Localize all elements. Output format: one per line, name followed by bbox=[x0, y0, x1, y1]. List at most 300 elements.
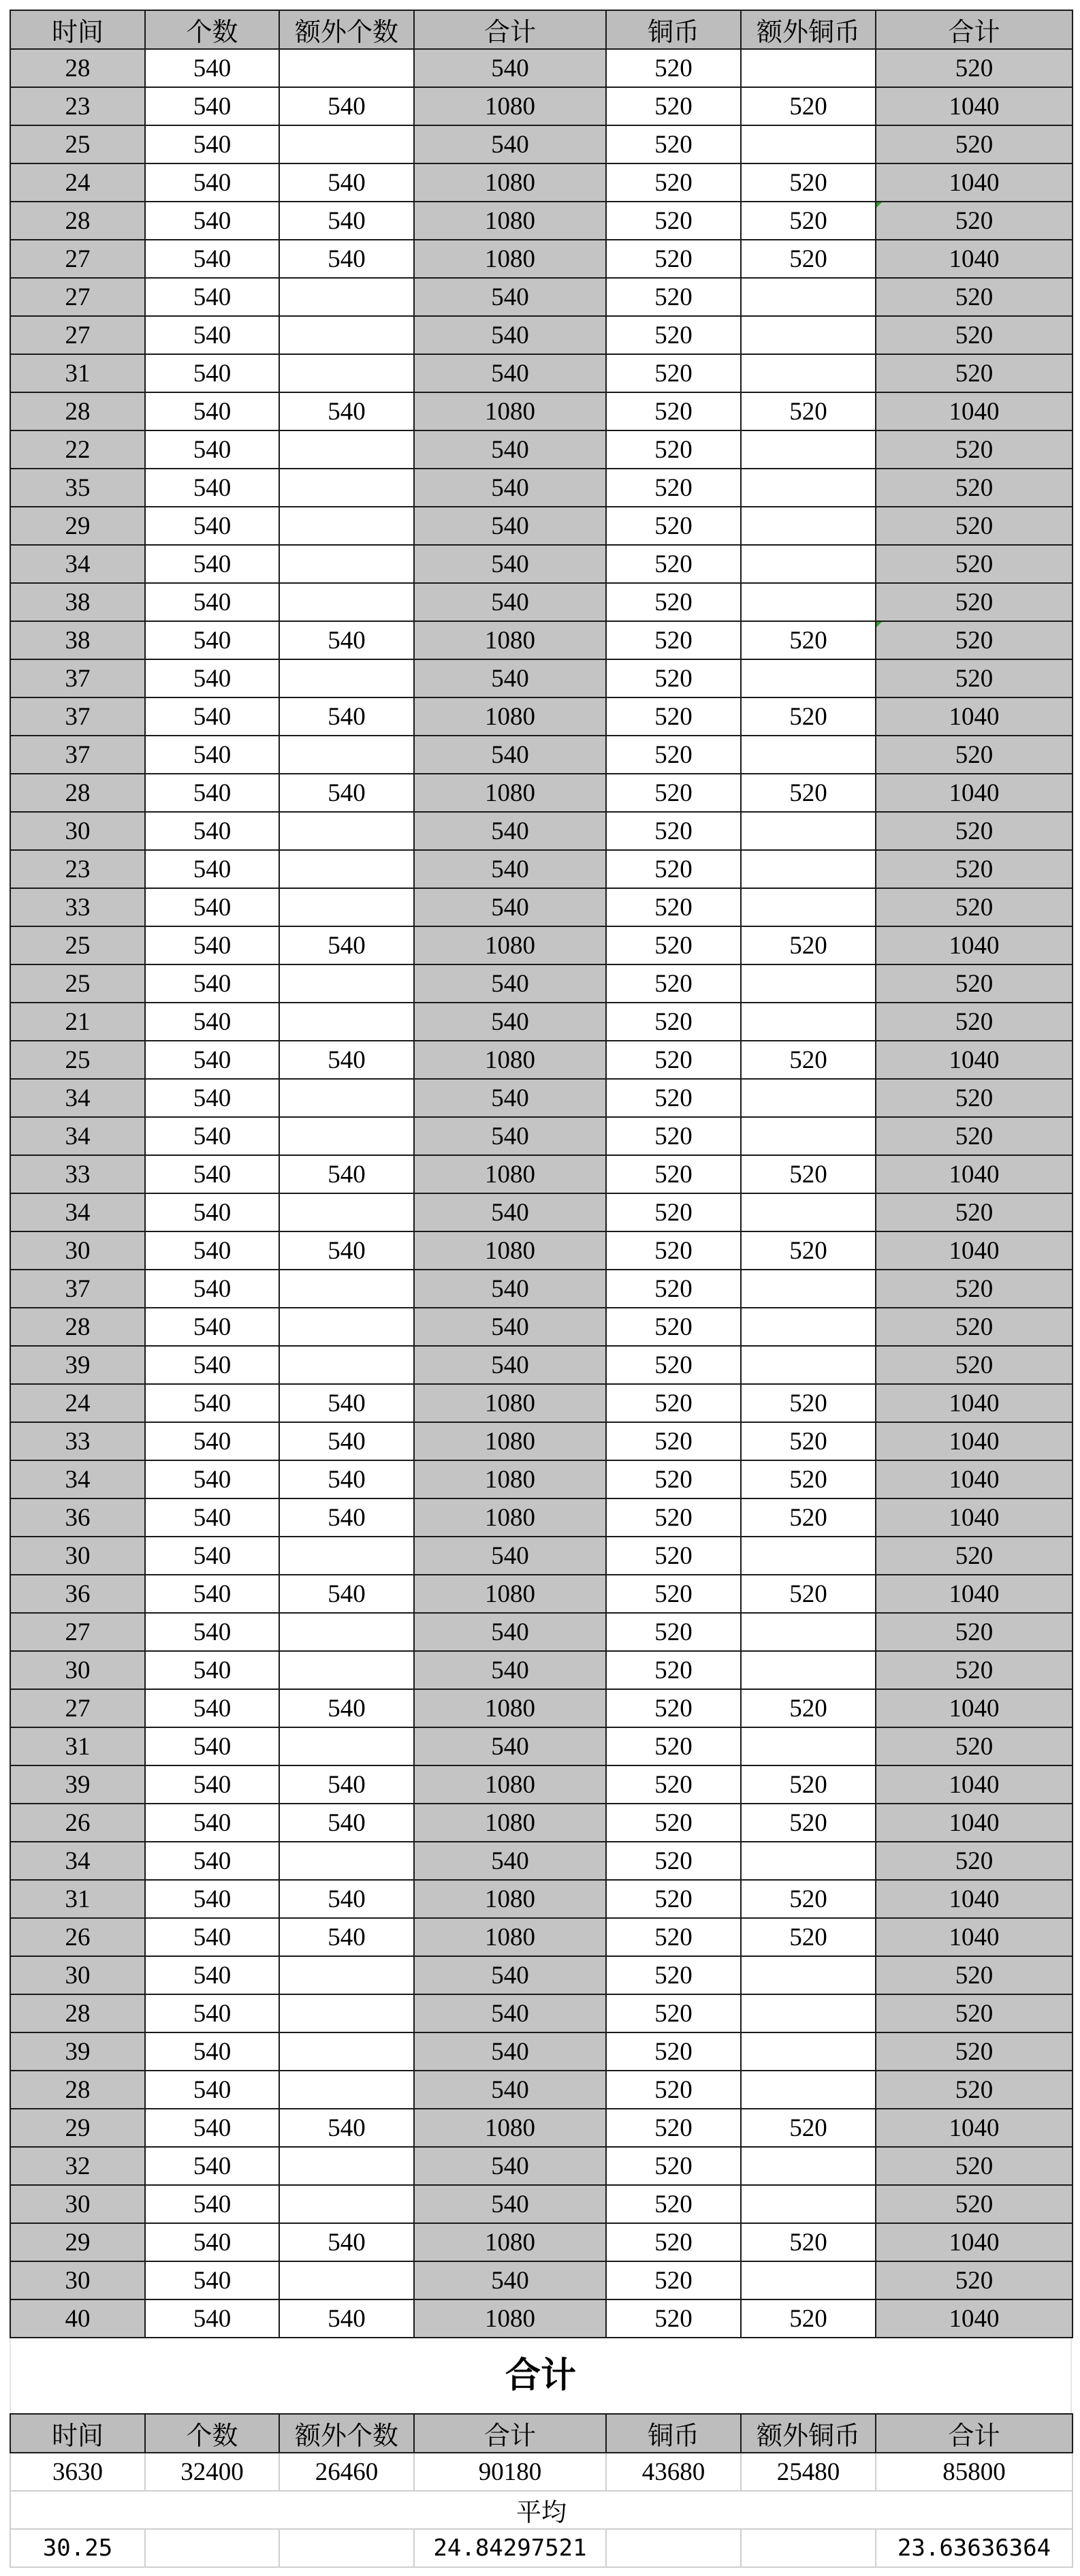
cell: 520 bbox=[741, 392, 876, 430]
cell: 520 bbox=[876, 1727, 1073, 1765]
cell: 520 bbox=[876, 583, 1073, 621]
cell: 38 bbox=[10, 621, 145, 659]
table-row bbox=[10, 1994, 1073, 2032]
cell bbox=[279, 507, 414, 545]
average-empty-cell bbox=[606, 2529, 741, 2567]
cell: 1040 bbox=[876, 392, 1073, 430]
average-empty-cell bbox=[145, 2529, 279, 2567]
table-row bbox=[10, 163, 1073, 202]
cell: 520 bbox=[741, 1689, 876, 1727]
cell: 1040 bbox=[876, 1384, 1073, 1422]
cell: 540 bbox=[145, 87, 279, 125]
cell: 28 bbox=[10, 2071, 145, 2109]
cell: 520 bbox=[606, 2032, 741, 2071]
cell: 1080 bbox=[414, 926, 606, 964]
cell: 540 bbox=[279, 87, 414, 125]
cell: 520 bbox=[876, 316, 1073, 354]
cell: 520 bbox=[606, 1842, 741, 1880]
table-row bbox=[10, 1460, 1073, 1498]
cell bbox=[741, 1346, 876, 1384]
cell: 540 bbox=[145, 469, 279, 507]
cell: 540 bbox=[414, 1079, 606, 1117]
cell: 540 bbox=[145, 2223, 279, 2261]
cell: 34 bbox=[10, 1193, 145, 1231]
cell: 540 bbox=[145, 2185, 279, 2223]
cell: 540 bbox=[145, 1727, 279, 1765]
cell: 520 bbox=[606, 202, 741, 240]
table-row bbox=[10, 2109, 1073, 2147]
summary-header-col-2: 额外个数 bbox=[279, 2414, 414, 2453]
cell: 540 bbox=[414, 1651, 606, 1689]
cell: 30 bbox=[10, 1231, 145, 1270]
total-cell: 43680 bbox=[606, 2453, 741, 2491]
cell: 1040 bbox=[876, 1231, 1073, 1270]
cell bbox=[741, 2185, 876, 2223]
cell: 540 bbox=[279, 2109, 414, 2147]
average-time: 30.25 bbox=[10, 2529, 145, 2567]
cell: 540 bbox=[145, 1308, 279, 1346]
cell: 540 bbox=[414, 49, 606, 87]
cell: 540 bbox=[145, 697, 279, 736]
cell: 520 bbox=[606, 1079, 741, 1117]
cell bbox=[741, 316, 876, 354]
cell: 33 bbox=[10, 1155, 145, 1193]
cell: 520 bbox=[741, 621, 876, 659]
cell: 25 bbox=[10, 125, 145, 163]
cell: 540 bbox=[145, 1155, 279, 1193]
cell bbox=[741, 888, 876, 926]
cell: 520 bbox=[606, 659, 741, 697]
cell: 540 bbox=[414, 583, 606, 621]
cell: 520 bbox=[876, 659, 1073, 697]
cell: 540 bbox=[145, 659, 279, 697]
cell: 520 bbox=[606, 316, 741, 354]
cell: 520 bbox=[876, 545, 1073, 583]
cell: 1040 bbox=[876, 1918, 1073, 1956]
table-row bbox=[10, 2147, 1073, 2185]
table-row bbox=[10, 316, 1073, 354]
cell: 28 bbox=[10, 1308, 145, 1346]
cell: 540 bbox=[414, 1613, 606, 1651]
cell bbox=[279, 125, 414, 163]
cell: 520 bbox=[876, 1193, 1073, 1231]
cell: 1040 bbox=[876, 926, 1073, 964]
average-values-row bbox=[10, 2529, 1073, 2567]
cell: 540 bbox=[145, 545, 279, 583]
cell: 540 bbox=[145, 202, 279, 240]
cell bbox=[279, 2147, 414, 2185]
cell: 520 bbox=[876, 850, 1073, 888]
table-row bbox=[10, 202, 1073, 240]
cell: 34 bbox=[10, 545, 145, 583]
cell: 1080 bbox=[414, 1384, 606, 1422]
cell bbox=[279, 1727, 414, 1765]
cell: 540 bbox=[414, 1842, 606, 1880]
cell: 25 bbox=[10, 964, 145, 1003]
cell: 1040 bbox=[876, 2223, 1073, 2261]
table-row bbox=[10, 1537, 1073, 1575]
cell: 1080 bbox=[414, 1460, 606, 1498]
cell: 540 bbox=[279, 1765, 414, 1804]
cell bbox=[279, 49, 414, 87]
cell: 540 bbox=[145, 354, 279, 392]
table-row bbox=[10, 2032, 1073, 2071]
cell bbox=[279, 1537, 414, 1575]
cell: 540 bbox=[145, 774, 279, 812]
table-row bbox=[10, 1308, 1073, 1346]
cell: 1080 bbox=[414, 1422, 606, 1460]
cell: 520 bbox=[606, 1727, 741, 1765]
cell: 540 bbox=[145, 1613, 279, 1651]
cell bbox=[279, 316, 414, 354]
cell bbox=[741, 125, 876, 163]
cell: 520 bbox=[606, 2261, 741, 2299]
cell: 540 bbox=[145, 125, 279, 163]
cell: 520 bbox=[606, 736, 741, 774]
table-row bbox=[10, 621, 1073, 659]
summary-header-col-3: 合计 bbox=[414, 2414, 606, 2453]
cell: 23 bbox=[10, 850, 145, 888]
cell: 520 bbox=[606, 1460, 741, 1498]
table-row bbox=[10, 125, 1073, 163]
cell bbox=[279, 2261, 414, 2299]
cell: 540 bbox=[414, 507, 606, 545]
cell bbox=[279, 1079, 414, 1117]
cell: 540 bbox=[145, 1460, 279, 1498]
cell: 520 bbox=[606, 1689, 741, 1727]
cell: 1080 bbox=[414, 1498, 606, 1537]
cell: 520 bbox=[741, 1422, 876, 1460]
cell bbox=[741, 545, 876, 583]
cell: 1080 bbox=[414, 87, 606, 125]
table-row bbox=[10, 850, 1073, 888]
cell: 30 bbox=[10, 1956, 145, 1994]
cell: 520 bbox=[606, 507, 741, 545]
cell: 540 bbox=[279, 1880, 414, 1918]
cell: 36 bbox=[10, 1575, 145, 1613]
cell: 540 bbox=[414, 2261, 606, 2299]
cell bbox=[279, 2032, 414, 2071]
cell: 540 bbox=[145, 621, 279, 659]
cell bbox=[741, 507, 876, 545]
cell: 520 bbox=[876, 621, 1073, 659]
cell: 1040 bbox=[876, 2109, 1073, 2147]
cell: 540 bbox=[279, 2299, 414, 2338]
cell: 540 bbox=[145, 430, 279, 469]
cell: 38 bbox=[10, 583, 145, 621]
cell: 520 bbox=[606, 1651, 741, 1689]
cell: 28 bbox=[10, 392, 145, 430]
cell: 540 bbox=[145, 1193, 279, 1231]
header-row bbox=[10, 10, 1073, 49]
cell: 1080 bbox=[414, 774, 606, 812]
cell: 540 bbox=[279, 621, 414, 659]
cell: 23 bbox=[10, 87, 145, 125]
cell: 520 bbox=[876, 1956, 1073, 1994]
cell: 520 bbox=[876, 49, 1073, 87]
cell: 540 bbox=[145, 1384, 279, 1422]
cell bbox=[741, 1842, 876, 1880]
cell bbox=[741, 2261, 876, 2299]
cell: 540 bbox=[414, 1117, 606, 1155]
cell: 520 bbox=[741, 1460, 876, 1498]
cell: 520 bbox=[741, 774, 876, 812]
cell: 520 bbox=[876, 507, 1073, 545]
cell bbox=[279, 1003, 414, 1041]
cell: 540 bbox=[145, 2109, 279, 2147]
table-row bbox=[10, 1918, 1073, 1956]
cell: 520 bbox=[606, 1384, 741, 1422]
cell: 540 bbox=[414, 1537, 606, 1575]
cell: 520 bbox=[606, 430, 741, 469]
table-row bbox=[10, 1231, 1073, 1270]
cell: 520 bbox=[876, 2071, 1073, 2109]
cell: 540 bbox=[145, 1041, 279, 1079]
cell: 520 bbox=[876, 1079, 1073, 1117]
cell: 520 bbox=[606, 354, 741, 392]
cell: 40 bbox=[10, 2299, 145, 2338]
cell bbox=[741, 2147, 876, 2185]
table-row bbox=[10, 1346, 1073, 1384]
cell: 28 bbox=[10, 1994, 145, 2032]
cell: 520 bbox=[606, 240, 741, 278]
cell: 520 bbox=[606, 278, 741, 316]
cell: 27 bbox=[10, 240, 145, 278]
cell: 1080 bbox=[414, 163, 606, 202]
cell: 540 bbox=[145, 1575, 279, 1613]
cell: 22 bbox=[10, 430, 145, 469]
cell: 520 bbox=[741, 2109, 876, 2147]
table-row bbox=[10, 49, 1073, 87]
cell bbox=[279, 1842, 414, 1880]
table-row bbox=[10, 1651, 1073, 1689]
cell: 540 bbox=[145, 926, 279, 964]
cell: 520 bbox=[876, 278, 1073, 316]
cell bbox=[741, 469, 876, 507]
table-row bbox=[10, 1193, 1073, 1231]
summary-header-col-6: 合计 bbox=[876, 2414, 1073, 2453]
cell: 34 bbox=[10, 1117, 145, 1155]
cell: 540 bbox=[145, 278, 279, 316]
cell: 520 bbox=[606, 87, 741, 125]
cell: 540 bbox=[414, 2032, 606, 2071]
cell: 540 bbox=[145, 2261, 279, 2299]
cell: 520 bbox=[876, 125, 1073, 163]
cell: 540 bbox=[145, 1003, 279, 1041]
cell: 37 bbox=[10, 1270, 145, 1308]
table-row bbox=[10, 278, 1073, 316]
cell: 1040 bbox=[876, 1155, 1073, 1193]
cell: 37 bbox=[10, 659, 145, 697]
cell: 34 bbox=[10, 1842, 145, 1880]
header-col-0: 时间 bbox=[10, 10, 145, 49]
cell bbox=[741, 964, 876, 1003]
table-row bbox=[10, 812, 1073, 850]
cell: 540 bbox=[279, 697, 414, 736]
cell: 32 bbox=[10, 2147, 145, 2185]
summary-header-col-1: 个数 bbox=[145, 2414, 279, 2453]
cell: 540 bbox=[414, 1003, 606, 1041]
cell: 520 bbox=[606, 850, 741, 888]
cell: 520 bbox=[606, 1613, 741, 1651]
cell: 520 bbox=[876, 430, 1073, 469]
cell: 1040 bbox=[876, 2299, 1073, 2338]
table-row bbox=[10, 354, 1073, 392]
cell: 520 bbox=[741, 1384, 876, 1422]
cell: 540 bbox=[145, 1651, 279, 1689]
cell: 540 bbox=[279, 1155, 414, 1193]
cell bbox=[279, 469, 414, 507]
cell: 520 bbox=[876, 736, 1073, 774]
total-cell: 90180 bbox=[414, 2453, 606, 2491]
cell: 540 bbox=[279, 163, 414, 202]
total-cell: 25480 bbox=[741, 2453, 876, 2491]
cell: 520 bbox=[876, 888, 1073, 926]
cell: 520 bbox=[606, 1804, 741, 1842]
summary-header-col-5: 额外铜币 bbox=[741, 2414, 876, 2453]
cell: 540 bbox=[145, 1765, 279, 1804]
cell: 37 bbox=[10, 697, 145, 736]
table-row bbox=[10, 888, 1073, 926]
cell: 1080 bbox=[414, 2109, 606, 2147]
cell: 520 bbox=[606, 926, 741, 964]
cell: 1080 bbox=[414, 1155, 606, 1193]
table-row bbox=[10, 583, 1073, 621]
cell bbox=[741, 1270, 876, 1308]
cell bbox=[741, 736, 876, 774]
cell: 24 bbox=[10, 1384, 145, 1422]
cell: 28 bbox=[10, 202, 145, 240]
cell: 520 bbox=[741, 202, 876, 240]
cell: 1040 bbox=[876, 1422, 1073, 1460]
cell: 31 bbox=[10, 1727, 145, 1765]
cell: 1040 bbox=[876, 774, 1073, 812]
table-row bbox=[10, 1498, 1073, 1537]
cell: 540 bbox=[145, 507, 279, 545]
table-row bbox=[10, 1765, 1073, 1804]
cell: 29 bbox=[10, 507, 145, 545]
cell: 520 bbox=[606, 888, 741, 926]
average-empty-cell bbox=[279, 2529, 414, 2567]
cell: 520 bbox=[606, 545, 741, 583]
cell: 540 bbox=[279, 1575, 414, 1613]
cell: 26 bbox=[10, 1918, 145, 1956]
cell: 520 bbox=[606, 2071, 741, 2109]
header-col-5: 额外铜币 bbox=[741, 10, 876, 49]
cell: 520 bbox=[741, 926, 876, 964]
cell: 540 bbox=[145, 49, 279, 87]
cell: 520 bbox=[606, 2223, 741, 2261]
summary-title: 合计 bbox=[10, 2338, 1072, 2413]
cell bbox=[279, 1308, 414, 1346]
table-row bbox=[10, 545, 1073, 583]
cell bbox=[279, 278, 414, 316]
cell: 520 bbox=[876, 2261, 1073, 2299]
header-col-6: 合计 bbox=[876, 10, 1073, 49]
cell: 1080 bbox=[414, 1231, 606, 1270]
cell: 520 bbox=[741, 1765, 876, 1804]
cell: 540 bbox=[414, 430, 606, 469]
cell bbox=[279, 736, 414, 774]
cell: 540 bbox=[279, 1804, 414, 1842]
cell: 520 bbox=[876, 964, 1073, 1003]
cell: 21 bbox=[10, 1003, 145, 1041]
cell bbox=[741, 1193, 876, 1231]
cell bbox=[279, 583, 414, 621]
header-col-2: 额外个数 bbox=[279, 10, 414, 49]
cell bbox=[741, 1308, 876, 1346]
average-label-row bbox=[10, 2491, 1073, 2529]
cell: 520 bbox=[876, 2032, 1073, 2071]
cell: 540 bbox=[145, 1994, 279, 2032]
cell: 1080 bbox=[414, 621, 606, 659]
cell: 540 bbox=[279, 2223, 414, 2261]
table-row bbox=[10, 1117, 1073, 1155]
cell: 540 bbox=[145, 316, 279, 354]
table-row bbox=[10, 2223, 1073, 2261]
cell: 1080 bbox=[414, 1918, 606, 1956]
cell: 34 bbox=[10, 1460, 145, 1498]
cell: 520 bbox=[606, 583, 741, 621]
cell: 540 bbox=[145, 1956, 279, 1994]
cell: 540 bbox=[279, 926, 414, 964]
cell: 25 bbox=[10, 926, 145, 964]
cell: 520 bbox=[606, 1575, 741, 1613]
table-row bbox=[10, 659, 1073, 697]
cell: 540 bbox=[279, 1689, 414, 1727]
cell: 520 bbox=[606, 469, 741, 507]
cell: 520 bbox=[606, 1498, 741, 1537]
cell: 540 bbox=[414, 888, 606, 926]
cell: 540 bbox=[414, 316, 606, 354]
cell bbox=[741, 1651, 876, 1689]
data-table bbox=[10, 10, 1073, 2338]
cell: 27 bbox=[10, 1689, 145, 1727]
cell: 520 bbox=[876, 1308, 1073, 1346]
cell bbox=[741, 2032, 876, 2071]
table-row bbox=[10, 926, 1073, 964]
cell: 1040 bbox=[876, 240, 1073, 278]
cell: 1040 bbox=[876, 1804, 1073, 1842]
cell: 540 bbox=[145, 2147, 279, 2185]
cell: 520 bbox=[606, 1422, 741, 1460]
cell: 30 bbox=[10, 1537, 145, 1575]
cell: 1040 bbox=[876, 1460, 1073, 1498]
cell bbox=[279, 2071, 414, 2109]
cell: 520 bbox=[876, 1651, 1073, 1689]
cell: 540 bbox=[414, 1193, 606, 1231]
cell: 37 bbox=[10, 736, 145, 774]
cell: 540 bbox=[145, 1918, 279, 1956]
cell: 540 bbox=[279, 1041, 414, 1079]
cell: 27 bbox=[10, 1613, 145, 1651]
table-row bbox=[10, 2185, 1073, 2223]
table-row bbox=[10, 697, 1073, 736]
cell: 35 bbox=[10, 469, 145, 507]
cell bbox=[741, 278, 876, 316]
cell: 540 bbox=[145, 2071, 279, 2109]
cell: 540 bbox=[145, 888, 279, 926]
cell bbox=[279, 850, 414, 888]
cell: 520 bbox=[606, 1765, 741, 1804]
cell: 520 bbox=[876, 812, 1073, 850]
cell bbox=[741, 850, 876, 888]
cell: 540 bbox=[145, 240, 279, 278]
table-row bbox=[10, 1270, 1073, 1308]
cell: 540 bbox=[279, 774, 414, 812]
cell: 520 bbox=[606, 774, 741, 812]
cell: 520 bbox=[741, 1918, 876, 1956]
